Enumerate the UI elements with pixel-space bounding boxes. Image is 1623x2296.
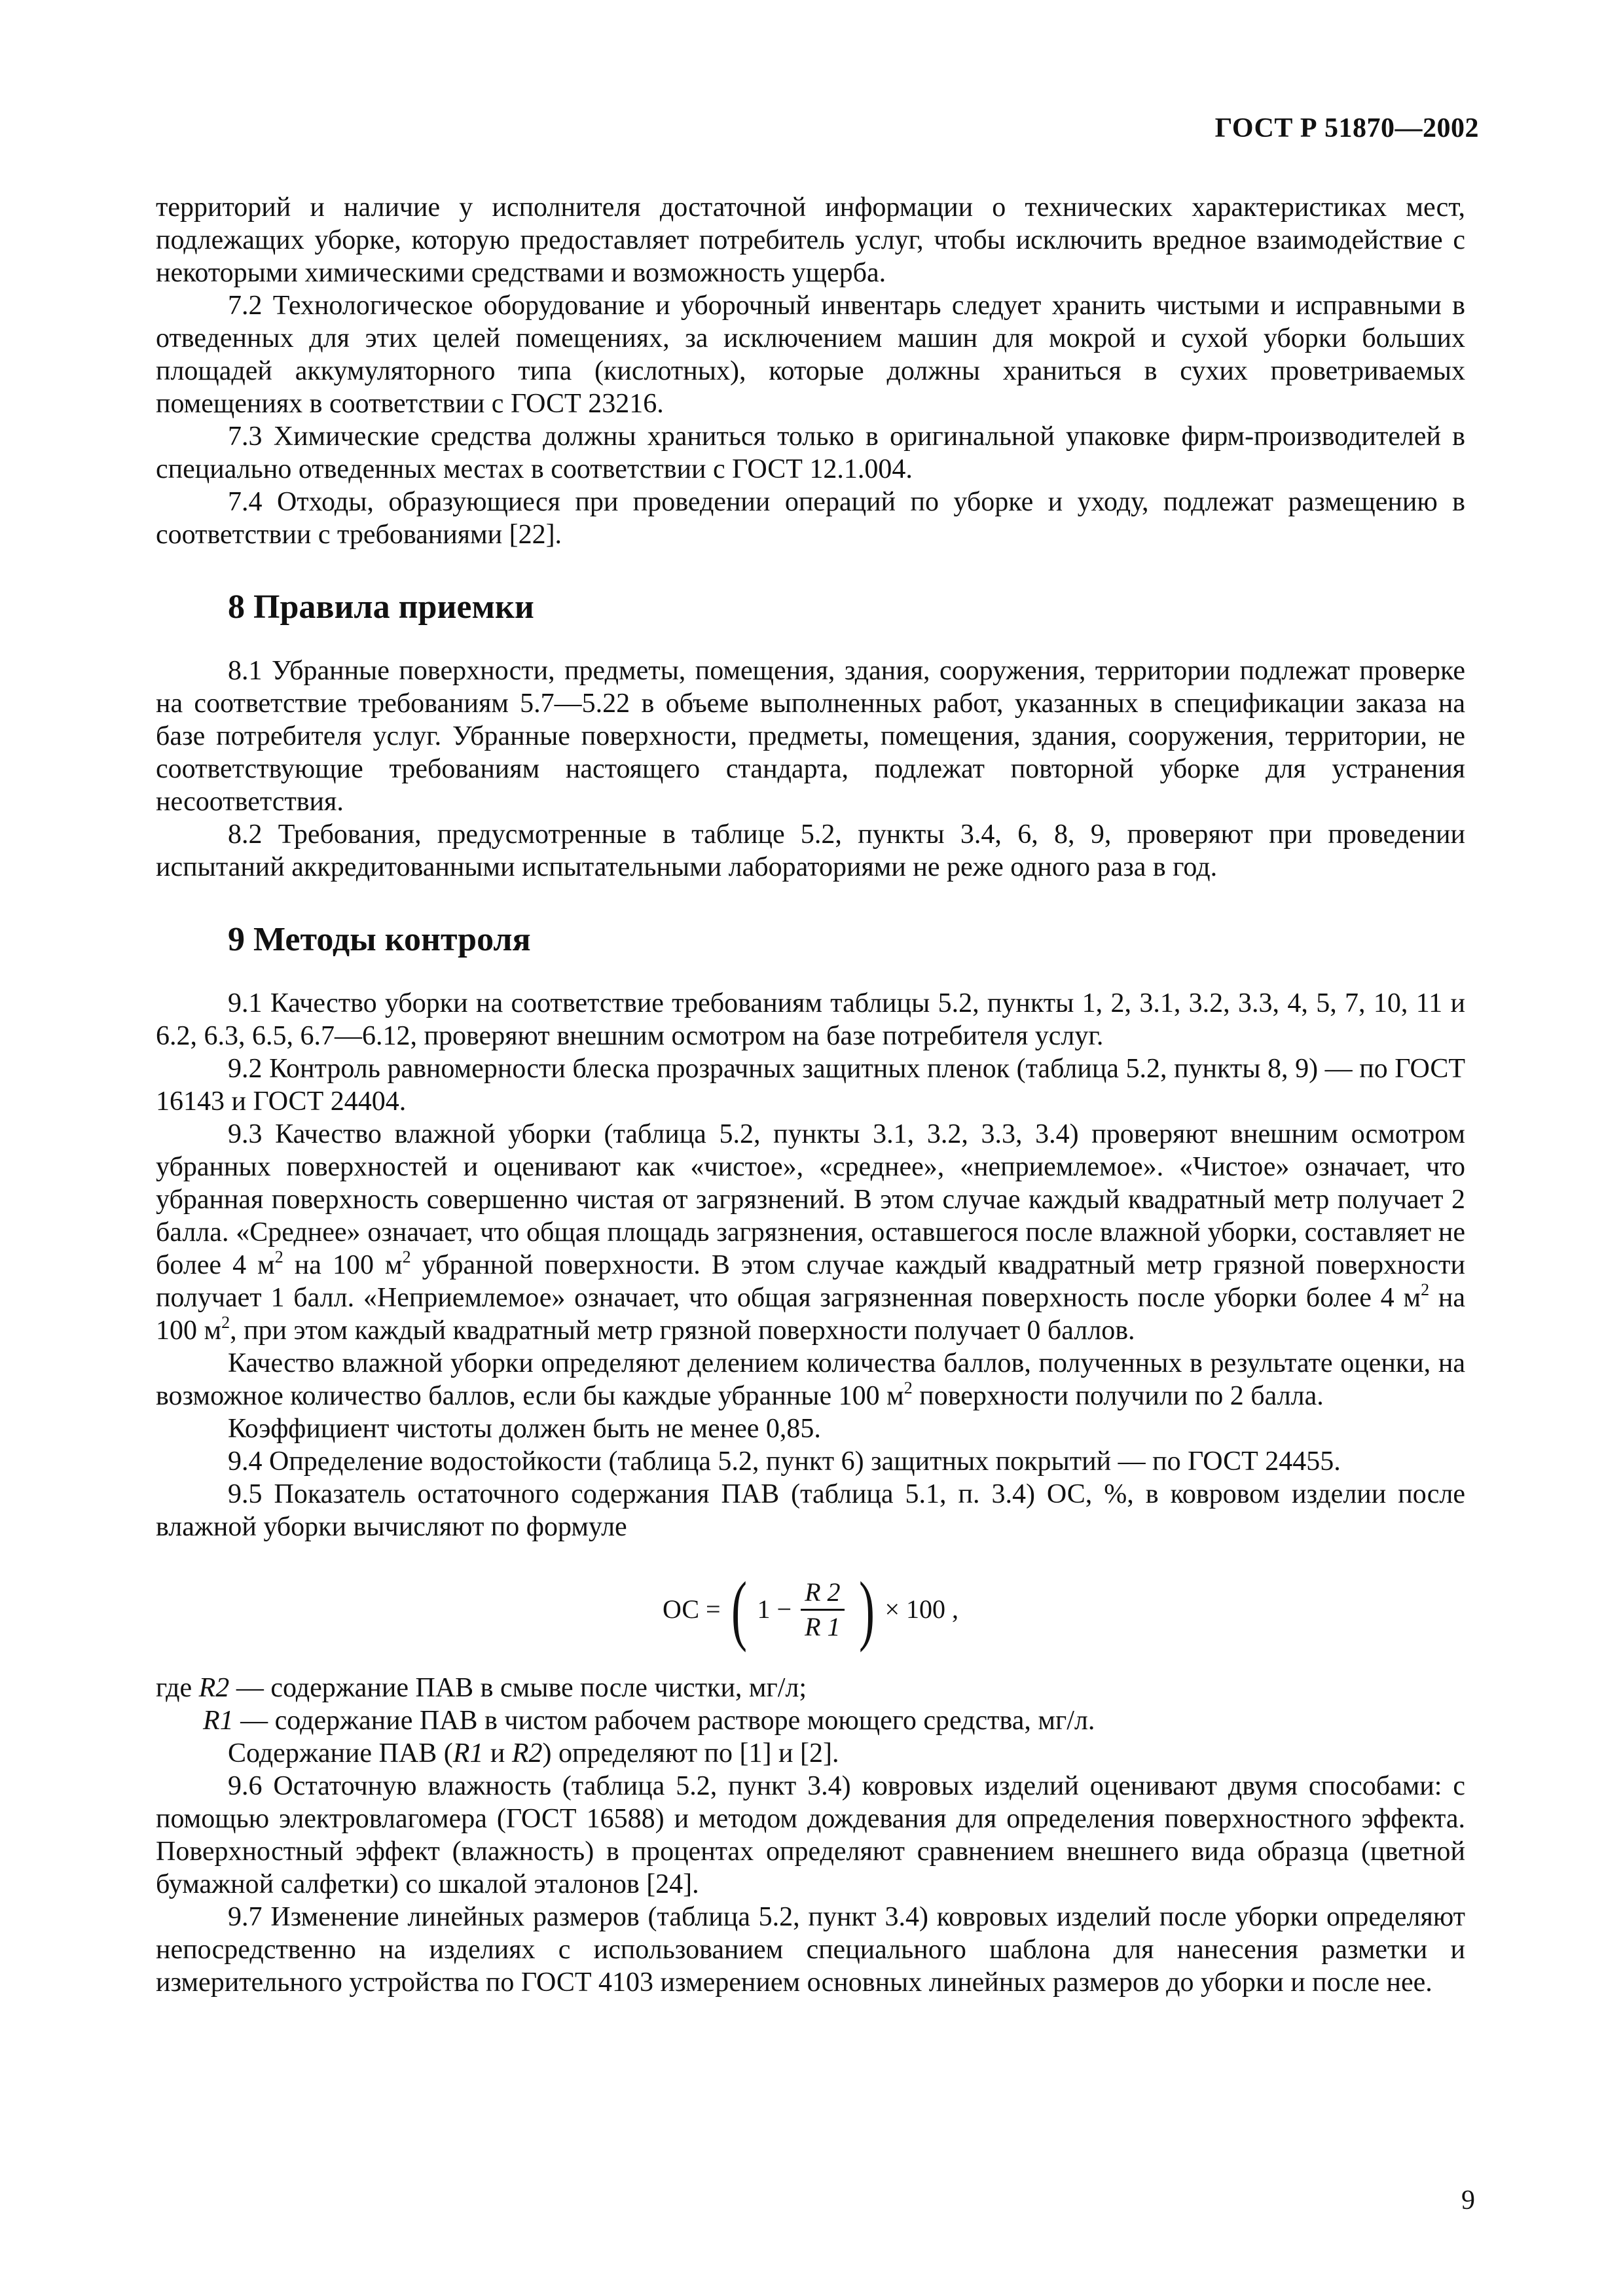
formula-denominator: R 1 (805, 1611, 841, 1641)
paragraph-9-3-continuation: Качество влажной уборки определяют делением количества баллов, полученных в результате оценки, на возможное количество баллов, если бы каждые убранные 100 $м^2$ поверхности получили по 2 балла. (156, 1348, 1465, 1411)
paragraph-pav-content: Содержание ПАВ (R1 и R2) определяют по [1] и [2]. (228, 1738, 839, 1768)
formula-fraction (801, 1577, 844, 1642)
paragraph-cleanliness-coefficient: Коэффициент чистоты должен быть не менее 0,85. (228, 1414, 821, 1444)
where-r2: где R2 — содержание ПАВ в смыве после чистки, мг/л; (156, 1673, 807, 1703)
paragraph-7-4: 7.4 Отходы, образующиеся при проведении операций по уборке и уходу, подлежат размещению в соответствии с требованиями [22]. (156, 487, 1465, 550)
document-body (156, 191, 1465, 1999)
formula-times: × 100 , (884, 1594, 959, 1624)
paragraph-9-3: 9.3 Качество влажной уборки (таблица 5.2, пункты 3.1, 3.2, 3.3, 3.4) проверяют внешним осмотром убранных поверхностей и оценивают как «чистое», «среднее», «неприемлемое». «Чистое» означает, что убранная поверхность совершенно чистая от загрязнений. В этом случае каждый квадратный метр получает 2 балла. «Среднее» означает, что общая площадь загрязнения, оставшегося после влажной уборки, составляет не более 4 $м^2$ на 100 $м^2$ убранной поверхности. В этом случае каждый квадратный метр грязной поверхности получает 1 балл. «Неприемлемое» означает, что общая загрязненная поверхность после уборки более 4 $м^2$ на 100 $м^2$, при этом каждый квадратный метр грязной поверхности получает 0 баллов. (156, 1119, 1466, 1346)
formula-numerator: R 2 (801, 1577, 844, 1611)
paragraph-9-5: 9.5 Показатель остаточного содержания ПАВ (таблица 5.1, п. 3.4) ОС, %, в ковровом изделии после влажной уборки вычисляют по формуле (156, 1479, 1465, 1542)
paragraph-9-6: 9.6 Остаточную влажность (таблица 5.2, пункт 3.4) ковровых изделий оценивают двумя способами: с помощью электровлагомера (ГОСТ 16588) и методом дождевания для определения поверхностного эффекта. Поверхностный эффект (влажность) в процентах определяют сравнением внешнего вида образца (цветной бумажной салфетки) со шкалой эталонов [24]. (156, 1771, 1465, 1899)
paragraph-8-2: 8.2 Требования, предусмотренные в таблице 5.2, пункты 3.4, 6, 8, 9, проверяют при проведении испытаний аккредитованными испытательными лабораториями не реже одного раза в год. (156, 819, 1465, 882)
where-r1: R1 — содержание ПАВ в чистом рабочем растворе моющего средства, мг/л. (203, 1706, 1095, 1736)
section-9-heading: 9 Методы контроля (228, 921, 531, 958)
paragraph-9-1: 9.1 Качество уборки на соответствие требованиям таблицы 5.2, пункты 1, 2, 3.1, 3.2, 3.3, 4, 5, 7, 10, 11 и 6.2, 6.3, 6.5, 6.7—6.12, проверяют внешним осмотром на базе потребителя услуг. (156, 988, 1465, 1051)
paragraph-9-4: 9.4 Определение водостойкости (таблица 5.2, пункт 6) защитных покрытий — по ГОСТ 24455. (228, 1446, 1341, 1477)
formula-one-minus: 1 − (757, 1594, 792, 1624)
standard-header: ГОСТ Р 51870—2002 (1214, 113, 1479, 143)
formula-os (156, 1566, 1465, 1653)
formula-lhs: ОС = (662, 1594, 721, 1624)
paragraph-8-1: 8.1 Убранные поверхности, предметы, помещения, здания, сооружения, территории подлежат проверке на соответствие требованиям 5.7—5.22 в объеме выполненных работ, указанных в спецификации заказа на базе потребителя услуг. Убранные поверхности, предметы, помещения, здания, сооружения, территории, не соответствующие требованиям настоящего стандарта, подлежат повторной уборке для устранения несоответствия. (156, 656, 1465, 817)
formula-right-paren: ) (858, 1566, 875, 1653)
paragraph-7-2: 7.2 Технологическое оборудование и уборочный инвентарь следует хранить чистыми и исправными в отведенных для этих целей помещениях, за исключением машин для мокрой и сухой уборки больших площадей аккумуляторного типа (кислотных), которые должны храниться в сухих проветриваемых помещениях в соответствии с ГОСТ 23216. (156, 291, 1465, 419)
formula-left-paren: ( (731, 1566, 747, 1653)
section-8-heading: 8 Правила приемки (228, 588, 534, 626)
page-number: 9 (1461, 2185, 1475, 2215)
paragraph-continuation: территорий и наличие у исполнителя достаточной информации о технических характеристиках мест, подлежащих уборке, которую предоставляет потребитель услуг, чтобы исключить вредное взаимодействие с некоторыми химическими средствами и возможность ущерба. (156, 192, 1465, 288)
paragraph-7-3: 7.3 Химические средства должны храниться только в оригинальной упаковке фирм-производителей в специально отведенных местах в соответствии с ГОСТ 12.1.004. (156, 422, 1465, 484)
paragraph-9-7: 9.7 Изменение линейных размеров (таблица 5.2, пункт 3.4) ковровых изделий после уборки определяют непосредственно на изделиях с использованием специального шаблона для нанесения разметки и измерительного устройства по ГОСТ 4103 измерением основных линейных размеров до уборки и после нее. (156, 1902, 1465, 1998)
paragraph-9-2: 9.2 Контроль равномерности блеска прозрачных защитных пленок (таблица 5.2, пункты 8, 9) — по ГОСТ 16143 и ГОСТ 24404. (156, 1054, 1465, 1117)
